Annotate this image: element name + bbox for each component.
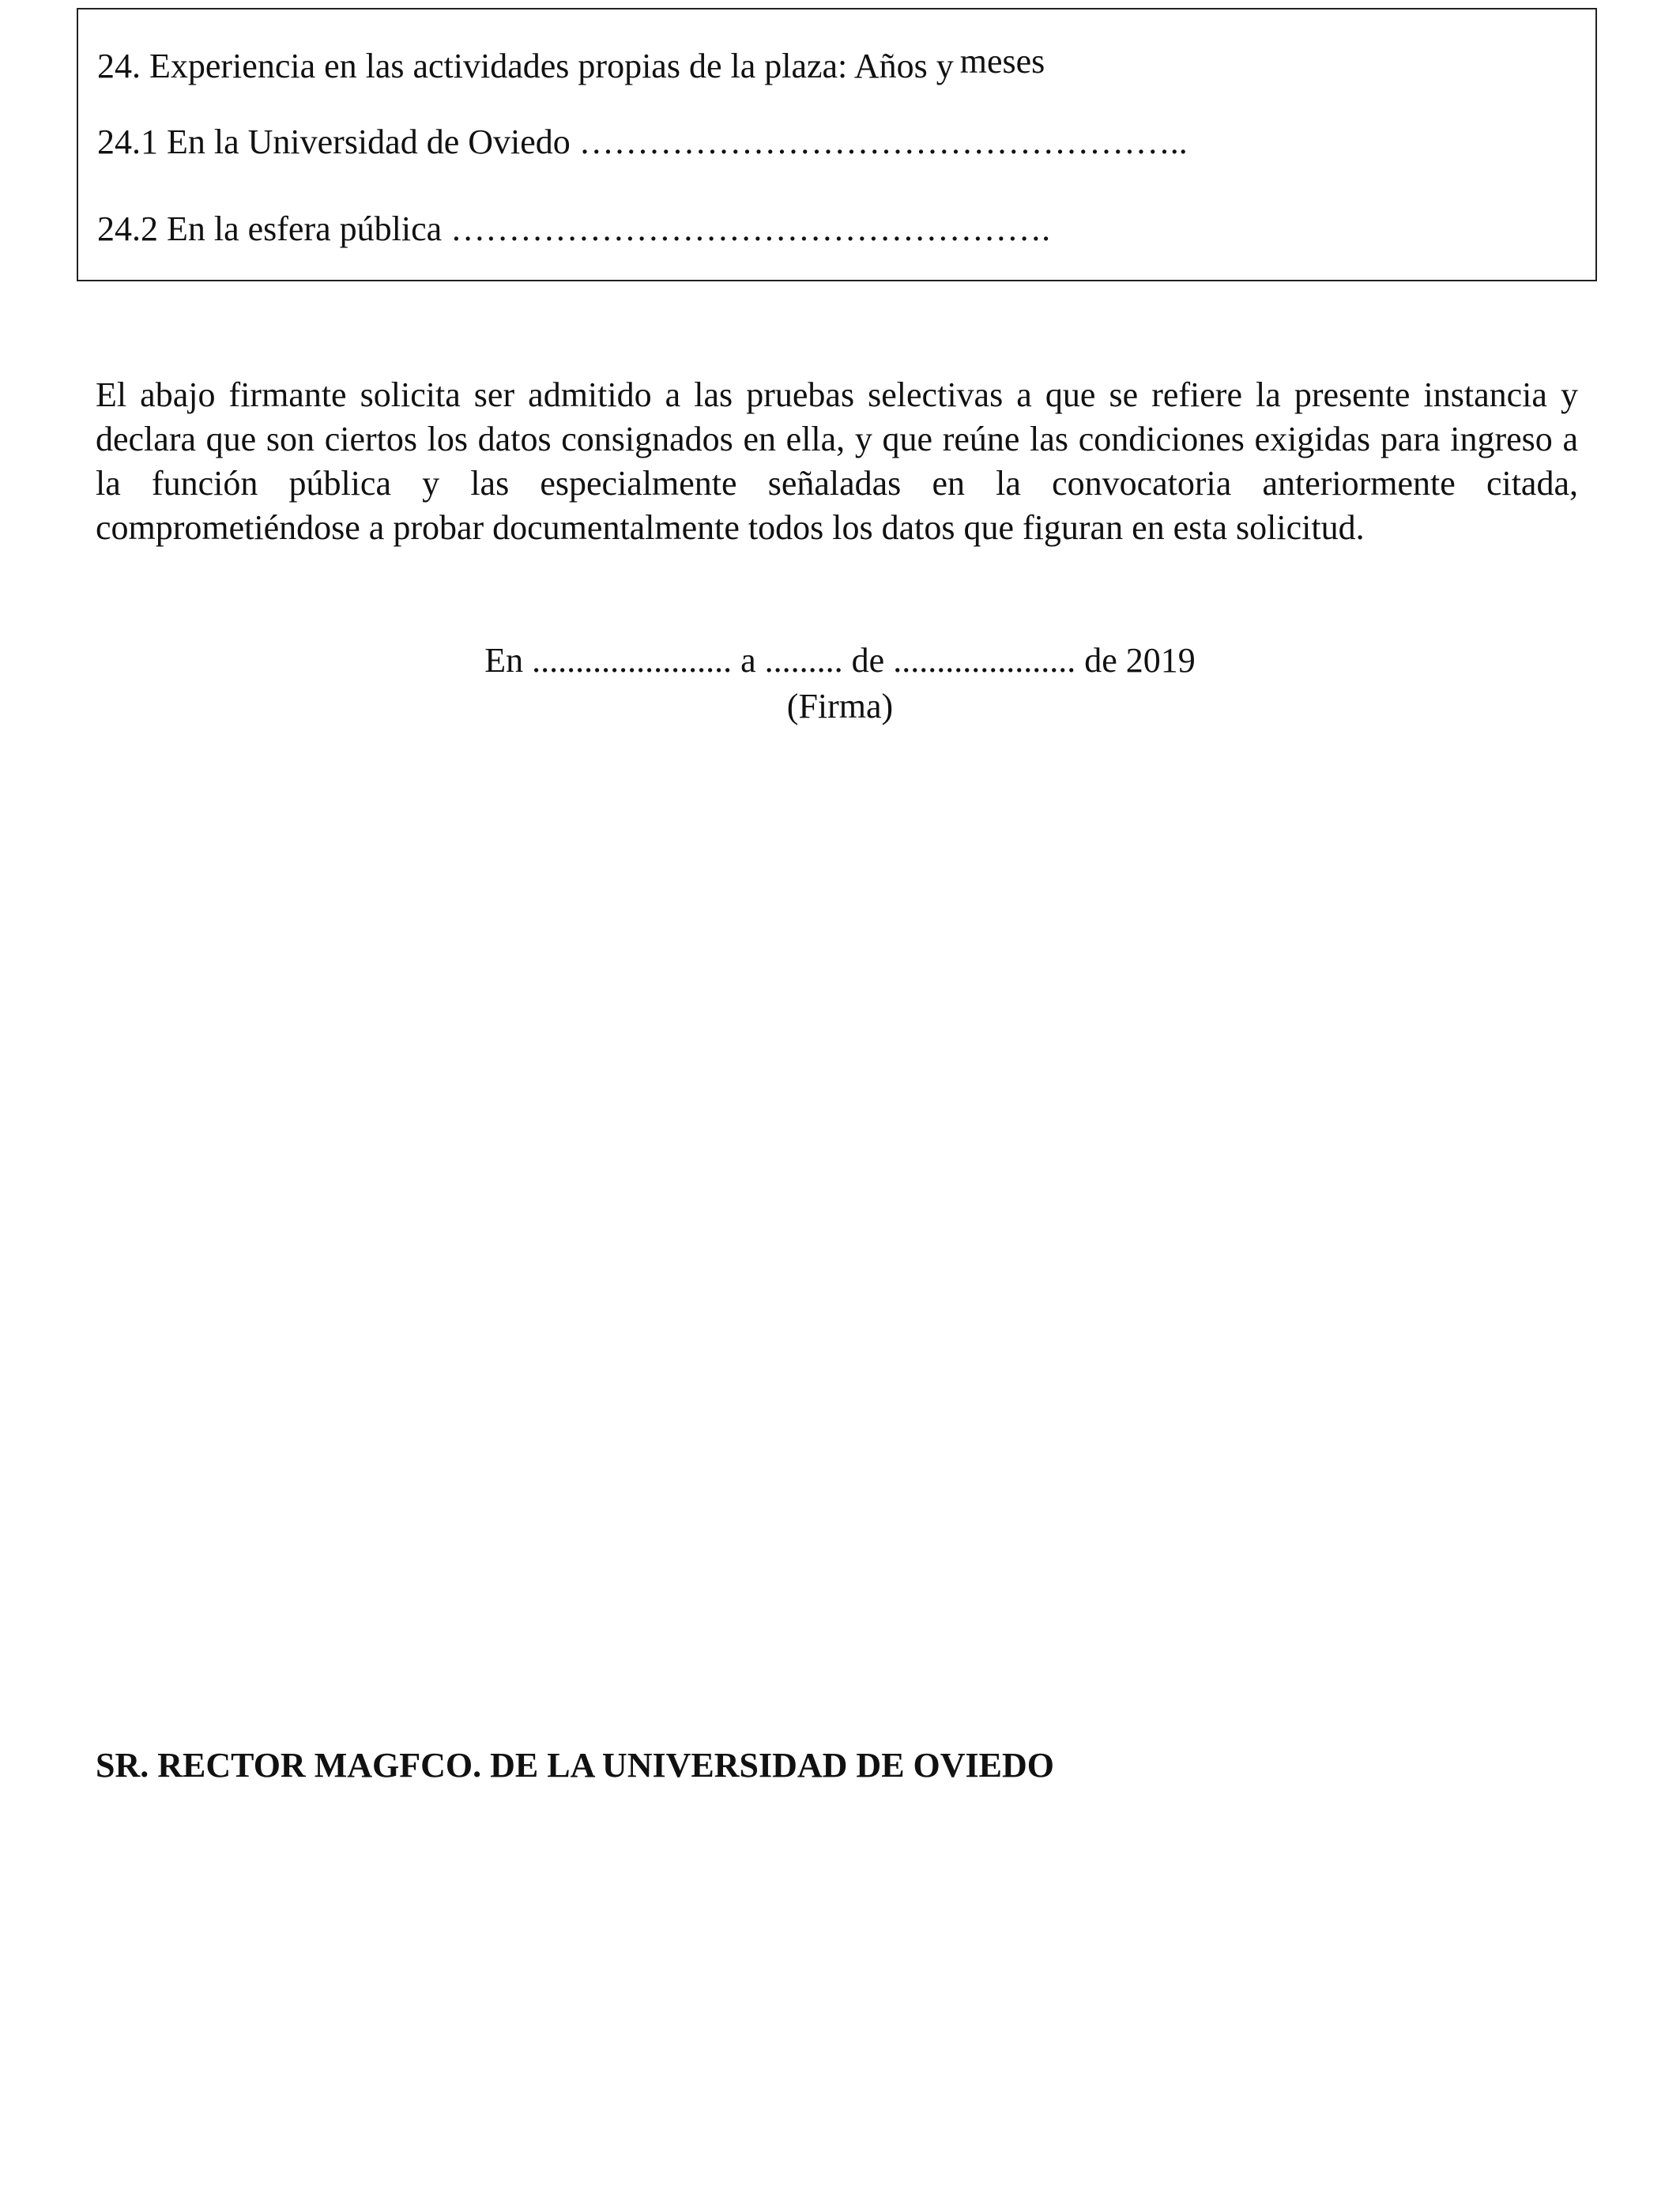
experience-heading-line <box>97 42 1045 87</box>
declaration-text: El abajo firmante solicita ser admitido a las pruebas selectivas a que se refiere la presente instancia y declara que son ciertos los datos consignados en ella, y que reúne las condiciones exigidas para ingreso a la función pública y las especialmente señaladas en la convocatoria anteriormente citada, comprometiéndose a probar documentalmente todos los datos que figuran en esta solicitud. <box>96 375 1578 547</box>
experience-section-box <box>77 8 1597 281</box>
declaration-paragraph <box>96 373 1578 550</box>
experience-public-sector-field: 24.2 En la esfera pública ……………………………………………. <box>97 209 1051 248</box>
experience-heading: 24. Experiencia en las actividades propias de la plaza: Años y <box>97 47 954 85</box>
signature-label: (Firma) <box>786 687 894 726</box>
addressee-heading: SR. RECTOR MAGFCO. DE LA UNIVERSIDAD DE OVIEDO <box>96 1746 1055 1785</box>
place-date-line: En ....................... a ......... de ..................... de 2019 <box>484 641 1196 680</box>
months-label: meses <box>959 42 1045 81</box>
experience-university-field: 24.1 En la Universidad de Oviedo …………………………………………….. <box>97 123 1188 161</box>
